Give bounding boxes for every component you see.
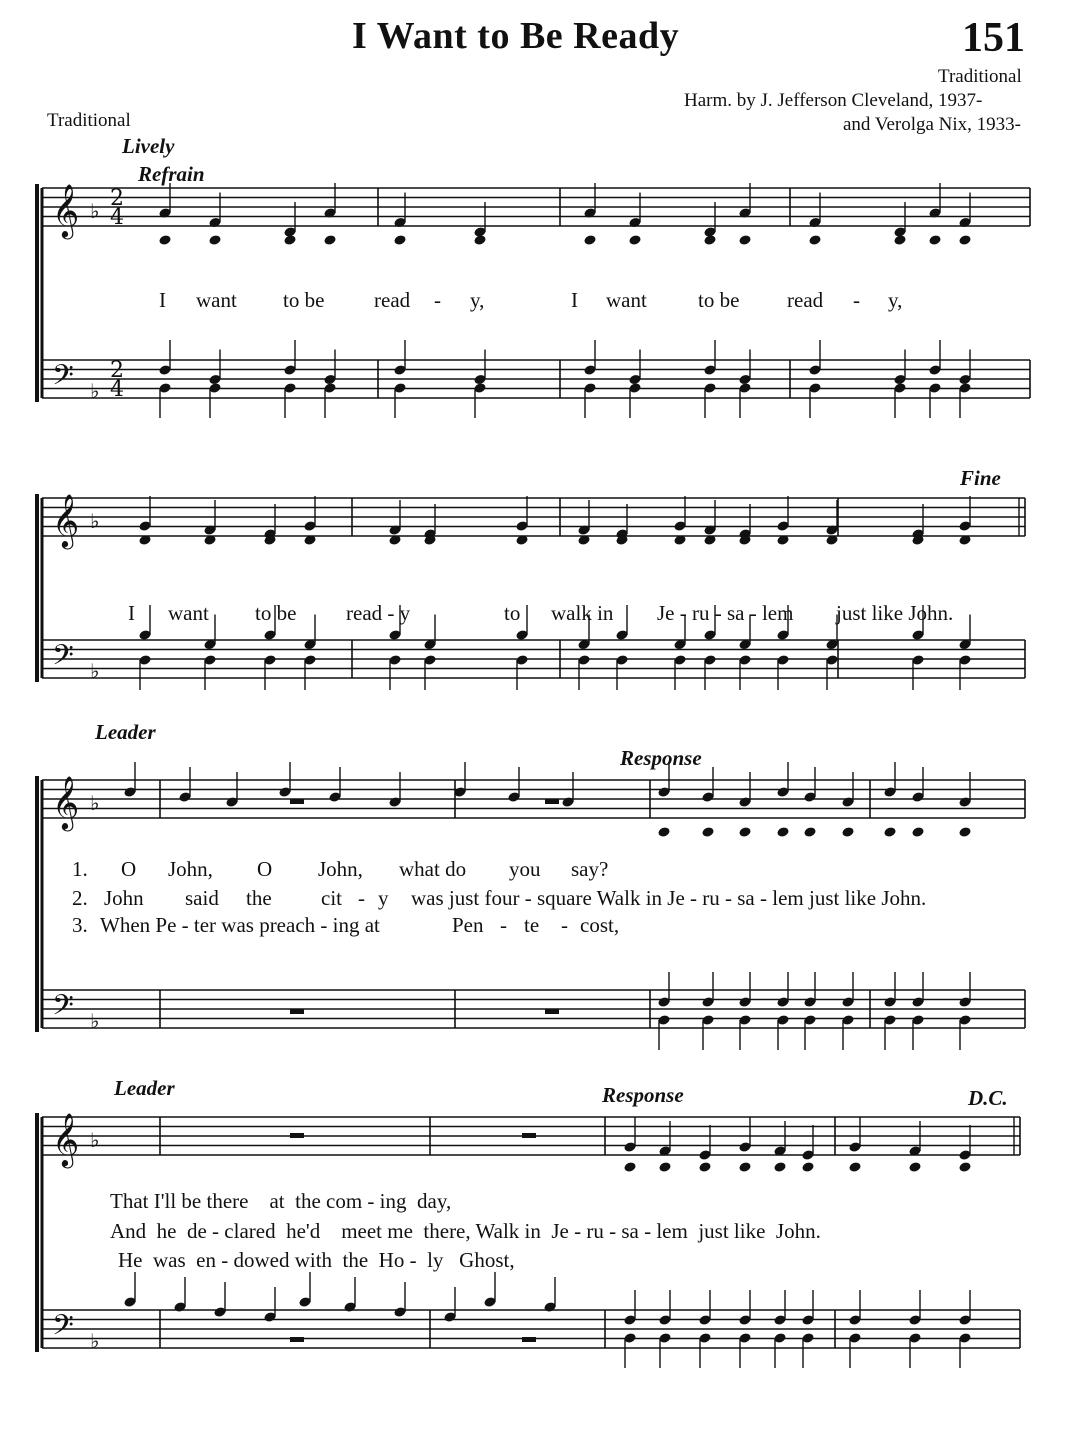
verse1-word-4: John, xyxy=(318,857,363,881)
lyric-s2-8: just like John. xyxy=(836,601,954,625)
time-sig-bottom: 4 xyxy=(110,377,124,402)
verse3-word-3: - xyxy=(500,913,507,937)
verse1-word-6: you xyxy=(509,857,541,881)
note xyxy=(928,234,941,246)
note xyxy=(958,1161,971,1173)
note xyxy=(473,234,486,246)
note xyxy=(803,826,816,838)
note xyxy=(841,826,854,838)
lyric-s1-9: to be xyxy=(698,288,740,312)
hymn-number: 151 xyxy=(962,15,1025,61)
lyric-s1-10: read xyxy=(787,288,824,312)
lyric-s2-4: read - y xyxy=(346,601,411,625)
whole-rest xyxy=(290,1337,304,1342)
note xyxy=(738,1161,751,1173)
verse2-word-4: cit xyxy=(321,886,342,910)
leader-marking: Leader xyxy=(95,720,156,744)
verse1-number: 1. xyxy=(72,857,88,881)
treble-clef: 𝄞 xyxy=(52,1112,80,1166)
verse3-word-1: When Pe - ter was preach - ing at xyxy=(100,913,380,937)
whole-rest xyxy=(522,1337,536,1342)
verse2-word-2: said xyxy=(185,886,219,910)
whole-rest xyxy=(545,1009,559,1014)
key-flat: ♭ xyxy=(90,1128,100,1152)
note xyxy=(158,234,171,246)
note xyxy=(801,1161,814,1173)
verse2-word-7: was just four - square Walk in Je - ru - sa - lem just like John. xyxy=(411,886,927,910)
note xyxy=(911,826,924,838)
note xyxy=(698,1161,711,1173)
verse2-word-5: - xyxy=(358,886,365,910)
whole-rest xyxy=(545,799,559,804)
note xyxy=(658,1161,671,1173)
whole-rest xyxy=(290,1133,304,1138)
bass-clef: 𝄢 xyxy=(52,359,74,399)
key-flat: ♭ xyxy=(90,1329,100,1353)
note xyxy=(657,826,670,838)
note xyxy=(893,234,906,246)
verse1-word-7: say? xyxy=(571,857,609,881)
verse3-word-2: Pen xyxy=(452,913,484,937)
key-flat: ♭ xyxy=(90,199,100,223)
note xyxy=(323,234,336,246)
note xyxy=(208,234,221,246)
verse1-word-1: O xyxy=(121,857,137,881)
key-flat: ♭ xyxy=(90,379,100,403)
lyric-s1-12: y, xyxy=(888,288,903,312)
treble-clef: 𝄞 xyxy=(52,183,80,237)
note xyxy=(908,1161,921,1173)
key-flat: ♭ xyxy=(90,1009,100,1033)
verse2-word-3: the xyxy=(246,886,272,910)
response-marking-2: Response xyxy=(602,1083,684,1107)
verse2-number: 2. xyxy=(72,886,88,910)
verse3-word-4: te xyxy=(524,913,540,937)
leader-marking-2: Leader xyxy=(114,1076,175,1100)
time-sig-top: 2 xyxy=(110,358,124,383)
verse1-line2: That I'll be there at the com - ing day, xyxy=(110,1189,452,1213)
note xyxy=(848,1161,861,1173)
lyric-s1-4: read xyxy=(374,288,411,312)
whole-rest xyxy=(290,799,304,804)
key-flat: ♭ xyxy=(90,509,100,533)
music-attribution: Traditional xyxy=(938,66,1022,87)
lyric-s1-3: to be xyxy=(283,288,325,312)
dc-marking: D.C. xyxy=(968,1086,1008,1110)
lyric-s1-11: - xyxy=(853,288,860,312)
lyric-s2-3: to be xyxy=(255,601,297,625)
lyric-s1-2: want xyxy=(196,288,237,312)
lyric-s1-1: I xyxy=(159,288,166,312)
note xyxy=(773,1161,786,1173)
bass-clef: 𝄢 xyxy=(52,639,74,679)
note xyxy=(393,234,406,246)
whole-rest xyxy=(522,1133,536,1138)
lyric-s1-5: - xyxy=(434,288,441,312)
key-flat: ♭ xyxy=(90,791,100,815)
verse2-line2: And he de - clared he'd meet me there, Walk in Je - ru - sa - lem just like John. xyxy=(110,1219,821,1243)
note xyxy=(958,826,971,838)
bass-clef: 𝄢 xyxy=(52,989,74,1029)
note xyxy=(283,234,296,246)
lyric-s1-7: I xyxy=(571,288,578,312)
lyric-s2-7: Je - ru - sa - lem xyxy=(657,601,794,625)
words-attribution: Traditional xyxy=(47,110,131,131)
note xyxy=(623,1161,636,1173)
verse3-line2: He was en - dowed with the Ho - ly Ghost, xyxy=(118,1248,515,1272)
verse2-word-6: y xyxy=(378,886,389,910)
whole-rest xyxy=(290,1009,304,1014)
lyric-s1-8: want xyxy=(606,288,647,312)
verse1-word-3: O xyxy=(257,857,273,881)
refrain-marking: Refrain xyxy=(138,162,205,186)
note xyxy=(701,826,714,838)
note xyxy=(628,234,641,246)
note xyxy=(958,234,971,246)
note xyxy=(808,234,821,246)
treble-clef: 𝄞 xyxy=(52,493,80,547)
note xyxy=(883,826,896,838)
treble-clef: 𝄞 xyxy=(52,775,80,829)
key-flat: ♭ xyxy=(90,659,100,683)
note xyxy=(738,234,751,246)
lyric-s2-1: I xyxy=(128,601,135,625)
time-sig-top: 2 xyxy=(110,186,124,211)
verse3-word-6: cost, xyxy=(580,913,620,937)
response-marking: Response xyxy=(620,746,702,770)
verse3-word-5: - xyxy=(561,913,568,937)
harmonization-credit: Harm. by J. Jefferson Cleveland, 1937- xyxy=(684,90,983,111)
note xyxy=(776,826,789,838)
tempo-marking: Lively xyxy=(122,134,175,158)
bass-clef: 𝄢 xyxy=(52,1309,74,1349)
verse2-word-1: John xyxy=(104,886,144,910)
verse1-word-5: what do xyxy=(399,857,467,881)
lyric-s1-6: y, xyxy=(470,288,485,312)
note xyxy=(703,234,716,246)
verse1-word-2: John, xyxy=(168,857,213,881)
hymn-title: I Want to Be Ready xyxy=(352,15,680,57)
note xyxy=(738,826,751,838)
harmonization-credit-2: and Verolga Nix, 1933- xyxy=(843,114,1022,135)
fine-marking: Fine xyxy=(960,466,1001,490)
time-sig-bottom: 4 xyxy=(110,205,124,230)
verse3-number: 3. xyxy=(72,913,88,937)
lyric-s2-2: want xyxy=(168,601,209,625)
lyric-s2-6: walk in xyxy=(551,601,614,625)
lyric-s2-5: to xyxy=(504,601,521,625)
note xyxy=(583,234,596,246)
